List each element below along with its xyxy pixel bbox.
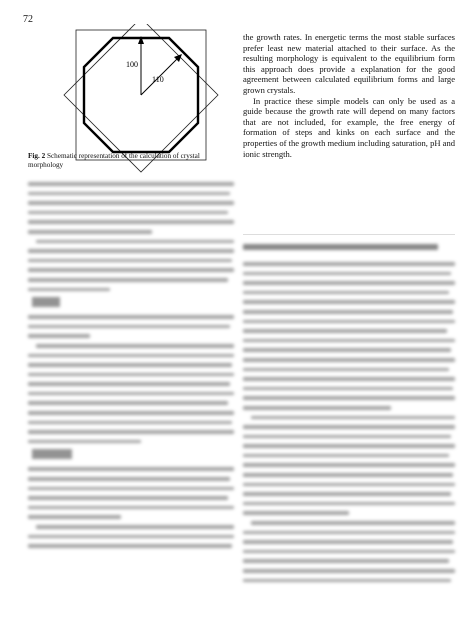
page-number: 72 — [23, 14, 33, 25]
left-column-blurred-text — [28, 182, 234, 554]
section-heading-blurred — [243, 244, 438, 250]
label-110: 110 — [152, 75, 164, 84]
caption-text: Schematic representation of the calculation of crystal morphology — [28, 152, 200, 169]
label-100: 100 — [126, 60, 138, 69]
right-column-text — [243, 32, 455, 159]
right-column-blurred-text — [243, 244, 455, 588]
paragraph-growth-rates: the growth rates. In energetic terms the most stable surfaces prefer least new material attached to their surface. As the resulting morphology is equivalent to the equilibrium form this approach does provide a explanation for the good agreement between calculated equilibrium forms and large grown crystals. — [243, 32, 455, 95]
right-column-divider — [243, 234, 455, 235]
figure-caption — [28, 152, 233, 170]
caption-label: Fig. 2 — [28, 152, 46, 160]
paragraph-practice: In practice these simple models can only be used as a guide because the growth rate will depend on many factors that are not included, for example, the free energy of formation of steps and kinks on each surface and the properties of the growth medium including saturation, pH and ionic strength. — [243, 95, 455, 159]
